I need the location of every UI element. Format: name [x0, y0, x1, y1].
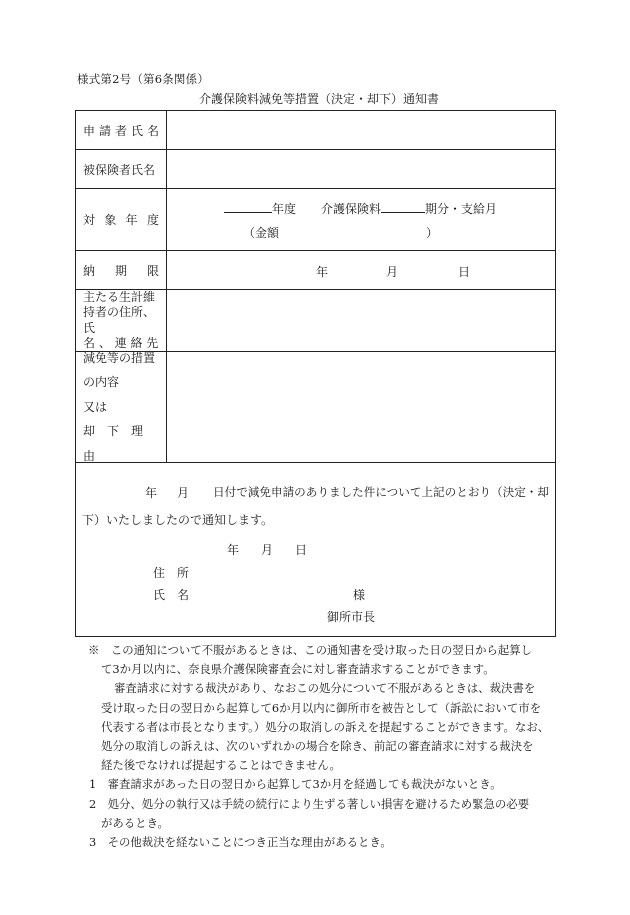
label-target-year: 対 象 年 度	[76, 189, 167, 250]
notice-year: 年	[145, 486, 158, 500]
value-due-date[interactable]	[167, 251, 555, 289]
amount-close: ）	[426, 226, 439, 240]
notes-p2-line1: 審査請求に対する裁決があり、なおこの処分について不服があるときは、裁決書を	[114, 681, 536, 696]
label-householder: 主たる生計維 持者の住所、氏 名 、 連 絡 先	[76, 290, 167, 351]
document-title: 介護保険料減免等措置（決定・却下）通知書	[198, 92, 439, 106]
notice-line1: 日付で減免申請のありました件について上記のとおり（決定・却	[213, 485, 549, 499]
row-reason	[76, 352, 555, 463]
value-householder[interactable]	[167, 290, 555, 351]
notice-honorific: 様	[353, 588, 366, 602]
label-insured-name: 被保険者氏名	[76, 150, 167, 188]
due-day: 日	[458, 265, 471, 279]
notice-line2: 下）いたしましたので通知します。	[82, 513, 274, 527]
row-due-date	[76, 251, 555, 290]
notice-form-table	[75, 110, 556, 637]
notice-issuer: 御所市長	[327, 610, 376, 624]
due-year: 年	[316, 265, 329, 279]
value-applicant-name[interactable]	[167, 111, 555, 149]
value-insured-name[interactable]	[167, 150, 555, 188]
notice-name-label: 氏 名	[153, 588, 190, 602]
row-insured-name	[76, 150, 555, 189]
notice-date-day: 日	[295, 543, 308, 557]
value-reason[interactable]	[167, 352, 555, 462]
note-mark: ※	[88, 643, 100, 657]
appeal-notes	[88, 641, 558, 852]
notice-address-label: 住 所	[153, 566, 190, 580]
notes-item2-line1: 2 処分、処分の執行又は手続の続行により生ずる著しい損害を避けるため緊急の必要	[89, 796, 530, 811]
blank-period[interactable]	[381, 201, 425, 213]
notes-item2-line2: があるとき。	[101, 815, 169, 830]
blank-year[interactable]	[224, 201, 272, 213]
notice-date-year: 年	[227, 543, 240, 557]
row-householder	[76, 290, 555, 352]
notice-date-month: 月	[261, 543, 274, 557]
notes-p1-line2: て3か月以内に、奈良県介護保険審査会に対し審査請求することができます。	[101, 662, 495, 677]
row-applicant-name	[76, 111, 555, 150]
notes-p1-line1: ※ この通知について不服があるときは、この通知書を受け取った日の翌日から起算し	[88, 643, 533, 657]
notes-p2-line4: 処分の取消しの訴えは、次のいずれかの場合を除き、前記の審査請求に対する裁決を	[101, 739, 534, 754]
notes-item1: 1 審査請求があった日の翌日から起算して3か月を経過しても裁決がないとき。	[89, 777, 502, 792]
notes-p2-line2: 受け取った日の翌日から起算して6か月以内に御所市を被告として（訴訟において市を	[101, 700, 542, 715]
label-applicant-name: 申 請 者 氏 名	[76, 111, 167, 149]
notice-block	[76, 463, 555, 636]
notes-p2-line3: 代表する者は市長となります。）処分の取消しの訴えを提起することができます。なお、	[101, 719, 550, 734]
label-due-date: 納 期 限	[76, 251, 167, 289]
notes-p2-line5: 経た後でなければ提起することはできません。	[101, 758, 341, 773]
value-target-year[interactable]: 年度 介護保険料 期分・支給月 （金額 ）	[167, 189, 555, 250]
row-target-year	[76, 189, 555, 251]
label-reason: 減免等の措置 の内容 又は 却 下 理 由	[76, 352, 167, 462]
amount-open: （金額	[243, 226, 280, 240]
notice-month: 月	[177, 486, 190, 500]
notes-item3: 3 その他裁決を経ないことにつき正当な理由があるとき。	[89, 835, 392, 850]
due-month: 月	[386, 265, 399, 279]
form-number: 様式第2号（第6条関係）	[77, 72, 210, 86]
